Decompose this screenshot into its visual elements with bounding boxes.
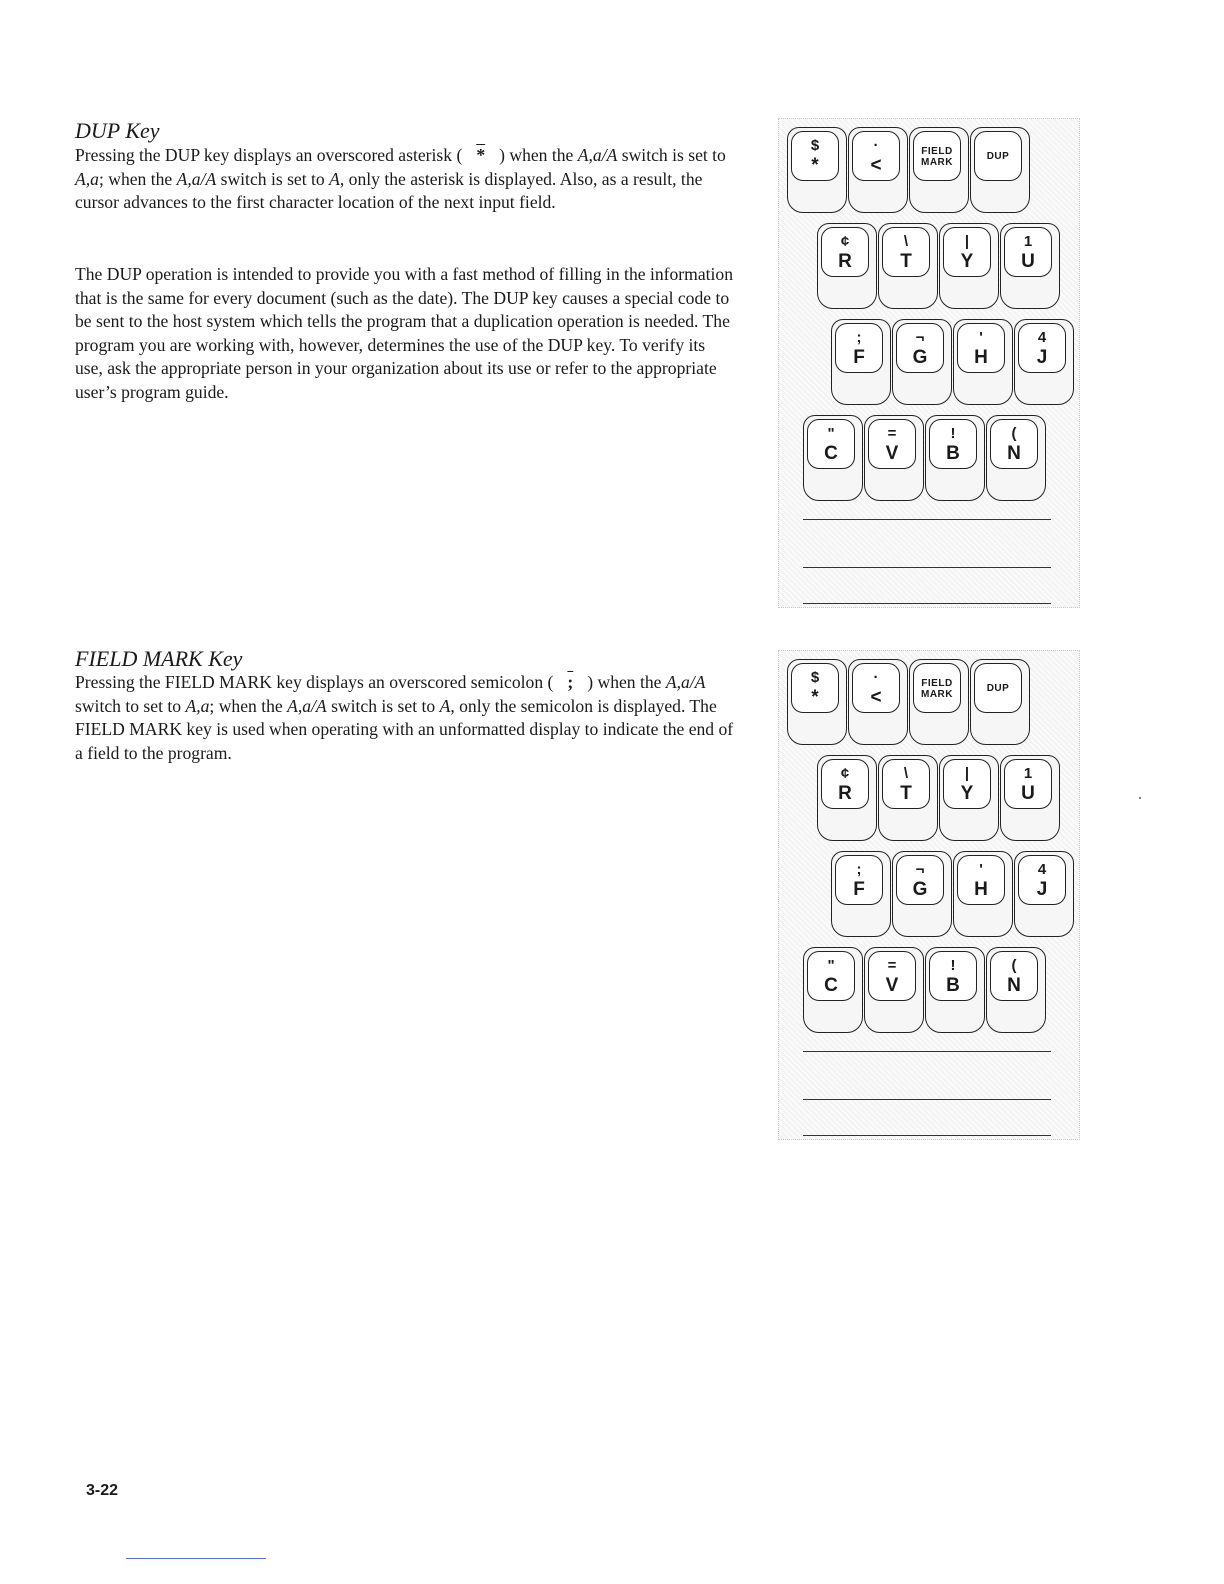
key-letter: R	[838, 783, 852, 804]
key-top-symbol: 1	[1023, 233, 1033, 250]
key-cap	[791, 131, 839, 181]
key-top-symbol: $	[810, 669, 820, 686]
key-label: MARK	[921, 689, 953, 700]
field-mark-paragraph: Pressing the FIELD MARK key displays an overscored semicolon ( ; ) when the A,a/A switch to set to A,a; when the A,a/A switch is set to A, only the semicolon is displayed. The FIELD MARK key is used when operating with an unformatted display to indicate the end of a field to the program.	[75, 672, 734, 763]
key-top-symbol: |	[964, 765, 970, 782]
keyboard-illustration-field-mark	[778, 650, 1080, 1140]
key-letter: C	[824, 975, 838, 996]
key-top-symbol: (	[1011, 425, 1017, 442]
key-cap	[852, 663, 900, 713]
key-letter: V	[885, 975, 899, 996]
keyboard-key	[909, 127, 969, 213]
dup-paragraph-2: The DUP operation is intended to provide you with a fast method of filling in the information that is the same for every document (such as the date). The DUP key causes a special code to be sent to the host system which tells the program that a duplication operation is needed. The program you are working with, however, determines the use of the DUP key. To verify its use, ask the appropriate person in your organization about its use or refer to the appropriate user’s program guide.	[75, 264, 734, 402]
key-cap	[807, 419, 855, 469]
keyboard-key	[864, 415, 924, 501]
overscored-asterisk: *	[476, 145, 486, 165]
keyboard-key	[970, 127, 1030, 213]
key-letter: Y	[960, 251, 974, 272]
section-title: FIELD MARK Key	[75, 646, 243, 671]
keyboard-key	[953, 319, 1013, 405]
keyboard-key	[909, 659, 969, 745]
keyboard-key	[939, 755, 999, 841]
keyboard-key	[939, 223, 999, 309]
key-top-symbol: '	[979, 861, 983, 878]
keyboard-key	[817, 755, 877, 841]
key-cap	[929, 419, 977, 469]
key-cap	[835, 323, 883, 373]
key-letter: *	[811, 155, 819, 176]
key-top-symbol: "	[827, 957, 835, 974]
key-top-symbol: ¢	[840, 233, 850, 250]
key-cap	[974, 663, 1022, 713]
key-top-symbol: =	[887, 957, 897, 974]
key-top-symbol: ;	[856, 861, 862, 878]
key-cap	[1018, 855, 1066, 905]
keyboard-rule-line	[803, 567, 1051, 568]
key-letter: T	[900, 783, 912, 804]
key-cap	[852, 131, 900, 181]
key-cap	[974, 131, 1022, 181]
key-top-symbol: ;	[856, 329, 862, 346]
key-letter: B	[946, 975, 960, 996]
section-title: DUP Key	[75, 118, 160, 143]
key-top-symbol: |	[964, 233, 970, 250]
key-letter: B	[946, 443, 960, 464]
key-label: FIELD	[921, 146, 953, 157]
key-label: DUP	[986, 151, 1010, 162]
keyboard-key	[864, 947, 924, 1033]
key-top-symbol: ¬	[915, 329, 925, 346]
key-letter: J	[1036, 347, 1048, 368]
key-letter: N	[1007, 975, 1021, 996]
keyboard-key	[831, 851, 891, 937]
key-top-symbol: ¬	[915, 861, 925, 878]
keyboard-key	[848, 659, 908, 745]
key-top-symbol: ¢	[840, 765, 850, 782]
page-number: 3-22	[86, 1482, 119, 1499]
key-top-symbol: 4	[1037, 861, 1047, 878]
key-top-symbol: \	[903, 765, 909, 782]
key-letter: <	[870, 687, 882, 708]
keyboard-key	[953, 851, 1013, 937]
key-letter: Y	[960, 783, 974, 804]
keyboard-key	[892, 319, 952, 405]
key-cap	[791, 663, 839, 713]
key-cap	[913, 663, 961, 713]
keyboard-key	[925, 415, 985, 501]
key-letter: N	[1007, 443, 1021, 464]
key-cap	[868, 419, 916, 469]
key-letter: U	[1021, 251, 1035, 272]
key-top-symbol: (	[1011, 957, 1017, 974]
key-cap	[943, 759, 991, 809]
keyboard-key	[1014, 319, 1074, 405]
dup-paragraph-1: Pressing the DUP key displays an overscored asterisk ( * ) when the A,a/A switch is set to A,a; when the A,a/A switch is set to A, only the asterisk is displayed. Also, as a result, the cursor advances to the first character location of the next input field.	[75, 145, 726, 212]
keyboard-key	[986, 415, 1046, 501]
keyboard-key	[831, 319, 891, 405]
key-cap	[896, 323, 944, 373]
key-cap	[835, 855, 883, 905]
key-letter: H	[974, 879, 988, 900]
keyboard-key	[787, 659, 847, 745]
key-cap	[821, 227, 869, 277]
keyboard-rule-line	[803, 519, 1051, 520]
key-cap	[943, 227, 991, 277]
footer-line	[126, 1558, 266, 1559]
scan-speck	[1139, 797, 1141, 799]
key-cap	[882, 759, 930, 809]
key-letter: U	[1021, 783, 1035, 804]
keyboard-key	[803, 415, 863, 501]
keyboard-key	[848, 127, 908, 213]
keyboard-illustration-dup	[778, 118, 1080, 608]
key-cap	[1004, 759, 1052, 809]
keyboard-key	[787, 127, 847, 213]
keyboard-key	[892, 851, 952, 937]
key-letter: <	[870, 155, 882, 176]
keyboard-key	[803, 947, 863, 1033]
key-cap	[929, 951, 977, 1001]
key-cap	[1018, 323, 1066, 373]
keyboard-rule-line	[803, 1099, 1051, 1100]
key-cap	[957, 323, 1005, 373]
key-letter: F	[853, 879, 865, 900]
keyboard-key	[986, 947, 1046, 1033]
keyboard-key	[925, 947, 985, 1033]
key-top-symbol: '	[979, 329, 983, 346]
key-cap	[1004, 227, 1052, 277]
key-cap	[990, 951, 1038, 1001]
key-label: FIELD	[921, 678, 953, 689]
key-top-symbol: ·	[873, 137, 879, 154]
key-top-symbol: 1	[1023, 765, 1033, 782]
key-letter: H	[974, 347, 988, 368]
key-letter: F	[853, 347, 865, 368]
key-label: MARK	[921, 157, 953, 168]
key-top-symbol: !	[950, 957, 956, 974]
key-cap	[882, 227, 930, 277]
key-top-symbol: =	[887, 425, 897, 442]
keyboard-key	[878, 755, 938, 841]
keyboard-rule-line	[803, 1135, 1051, 1136]
key-top-symbol: \	[903, 233, 909, 250]
key-letter: T	[900, 251, 912, 272]
keyboard-key	[1000, 755, 1060, 841]
key-top-symbol: $	[810, 137, 820, 154]
key-label: DUP	[986, 683, 1010, 694]
keyboard-rule-line	[803, 603, 1051, 604]
key-letter: C	[824, 443, 838, 464]
key-cap	[957, 855, 1005, 905]
key-top-symbol: "	[827, 425, 835, 442]
key-letter: *	[811, 687, 819, 708]
key-top-symbol: !	[950, 425, 956, 442]
keyboard-key	[1014, 851, 1074, 937]
keyboard-rule-line	[803, 1051, 1051, 1052]
overscored-semicolon: ;	[567, 672, 574, 692]
key-cap	[868, 951, 916, 1001]
key-cap	[807, 951, 855, 1001]
keyboard-key	[817, 223, 877, 309]
key-letter: G	[912, 879, 928, 900]
key-letter: R	[838, 251, 852, 272]
key-letter: V	[885, 443, 899, 464]
key-letter: G	[912, 347, 928, 368]
key-cap	[821, 759, 869, 809]
key-cap	[990, 419, 1038, 469]
key-top-symbol: ·	[873, 669, 879, 686]
key-letter: J	[1036, 879, 1048, 900]
key-cap	[896, 855, 944, 905]
key-top-symbol: 4	[1037, 329, 1047, 346]
keyboard-key	[1000, 223, 1060, 309]
key-cap	[913, 131, 961, 181]
keyboard-key	[970, 659, 1030, 745]
keyboard-key	[878, 223, 938, 309]
